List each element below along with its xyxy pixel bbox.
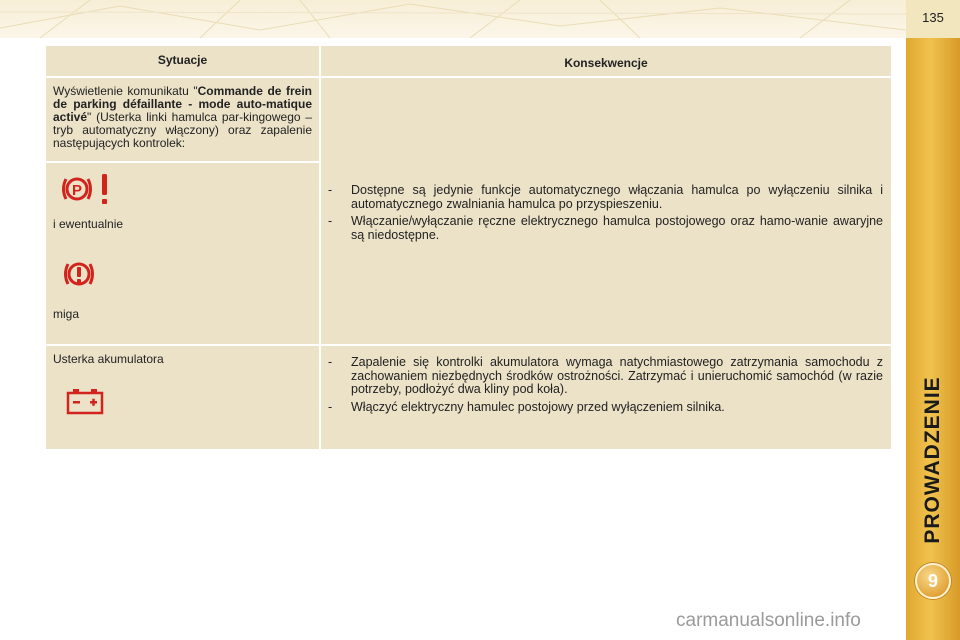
bullet-dash: - bbox=[328, 400, 333, 414]
row1-situation-suffix: " (Usterka linki hamulca par-kingowego – tryb automatyczny włączony) oraz zapalenie następujących kontrolek: bbox=[53, 110, 312, 150]
row2-situation-cell bbox=[46, 346, 319, 449]
page-number: 135 bbox=[922, 10, 944, 25]
row1-situation-cell bbox=[46, 78, 319, 161]
row1-situation-text bbox=[53, 85, 312, 150]
parking-brake-warning-icon bbox=[59, 171, 123, 207]
header-consequence: Konsekwencje bbox=[564, 56, 648, 70]
chapter-sidebar bbox=[906, 38, 960, 640]
chapter-number: 9 bbox=[927, 571, 938, 591]
brake-warning-icon bbox=[59, 256, 103, 292]
row2-consequence-1-text: Zapalenie się kontrolki akumulatora wymaga natychmiastowego zatrzymania samochodu z zachowaniem niezbędnych środków ostrożności. Zatrzymać i unieruchomić samochód (w razie potrzeby, podłożyć dwa kliny pod koła). bbox=[351, 355, 883, 396]
and-possibly-label: i ewentualnie bbox=[53, 217, 124, 231]
row1-situation-prefix: Wyświetlenie komunikatu " bbox=[53, 84, 198, 98]
watermark: carmanualsonline.info bbox=[676, 610, 861, 631]
header-situation: Sytuacje bbox=[157, 53, 208, 67]
bullet-dash: - bbox=[328, 214, 333, 228]
row1-consequence-cell bbox=[321, 78, 891, 344]
blinks-label: miga bbox=[53, 307, 80, 321]
row1-consequence-2-text: Włączanie/wyłączanie ręczne elektrycznego hamulca postojowego oraz hamo-wanie awaryjne są niedostępne. bbox=[351, 214, 883, 242]
row2-consequence-1 bbox=[328, 356, 883, 397]
row2-consequence-2-text: Włączyć elektryczny hamulec postojowy przed wyłączeniem silnika. bbox=[351, 400, 725, 414]
row1-consequence-1-text: Dostępne są jedynie funkcje automatycznego włączania hamulca po wyłączeniu silnika i automatycznego zwalniania hamulca po przyspieszeniu. bbox=[351, 183, 883, 211]
battery-warning-icon bbox=[66, 387, 106, 415]
bullet-dash: - bbox=[328, 355, 333, 369]
chapter-badge bbox=[915, 563, 951, 599]
row1-message-text: Commande de frein de parking défaillante - mode auto-matique activé bbox=[53, 84, 312, 124]
header-situation-cell bbox=[46, 46, 319, 76]
bullet-dash: - bbox=[328, 183, 333, 197]
row2-consequence-2 bbox=[328, 401, 883, 415]
header-consequence-cell bbox=[321, 46, 891, 76]
row2-consequence-cell bbox=[321, 346, 891, 449]
top-decorative-band bbox=[0, 0, 906, 38]
row1-consequence-2 bbox=[328, 215, 883, 242]
map-pattern bbox=[0, 0, 906, 38]
row1-consequence-1 bbox=[328, 184, 883, 211]
chapter-title: PROWADZENIE bbox=[921, 376, 944, 544]
row1-icons-cell bbox=[46, 163, 319, 344]
row2-situation: Usterka akumulatora bbox=[53, 352, 164, 366]
svg-text:P: P bbox=[71, 182, 83, 199]
